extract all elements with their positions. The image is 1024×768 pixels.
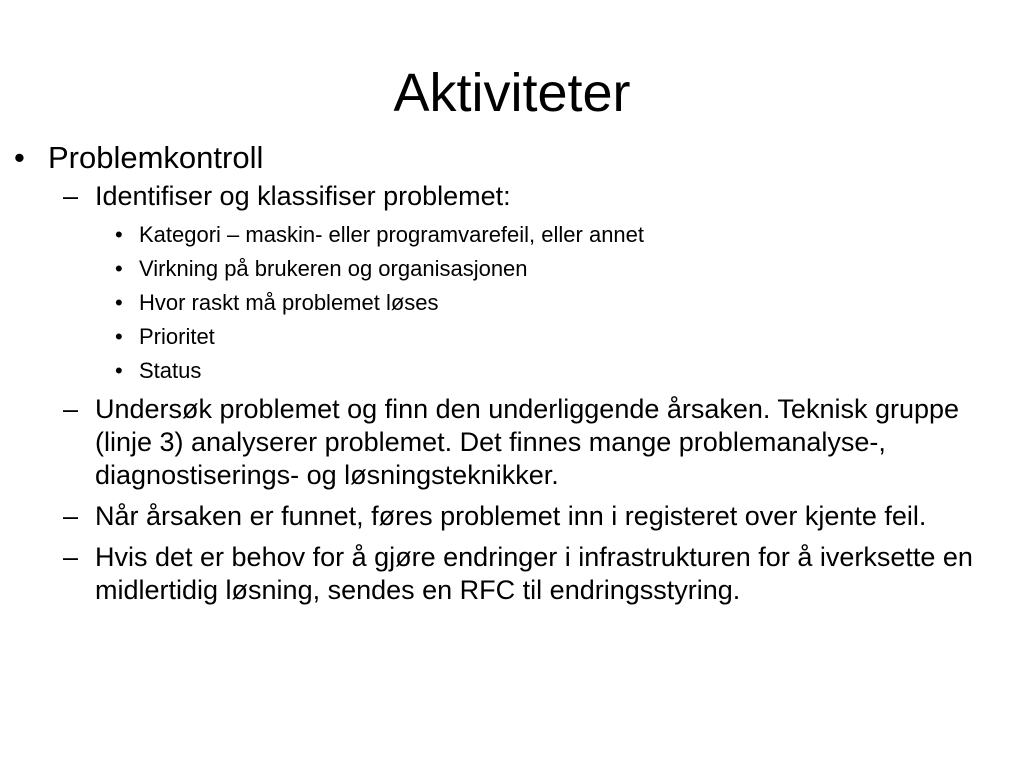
bullet-dot-icon: • bbox=[115, 290, 123, 315]
bullet-text: Virkning på brukeren og organisasjonen bbox=[139, 256, 528, 281]
slide-content bbox=[0, 140, 1024, 607]
bullet-text: Kategori – maskin- eller programvarefeil, eller annet bbox=[139, 222, 645, 247]
bullet-level1 bbox=[14, 140, 1008, 176]
bullet-text: Undersøk problemet og finn den underliggende årsaken. Teknisk gruppe (linje 3) analyserer problemet. Det finnes mange problemanalyse-, diagnostiserings- og løsningsteknikker. bbox=[95, 394, 960, 490]
bullet-dash-icon: – bbox=[63, 501, 79, 531]
bullet-dot-icon: • bbox=[115, 222, 123, 247]
bullet-level3 bbox=[115, 255, 999, 283]
bullet-level2 bbox=[63, 180, 1010, 213]
bullet-dash-icon: – bbox=[63, 542, 79, 572]
bullet-level2 bbox=[63, 541, 1010, 607]
bullet-dot-icon: • bbox=[14, 140, 25, 175]
bullet-text: Status bbox=[139, 358, 202, 383]
bullet-level3 bbox=[115, 357, 999, 385]
bullet-level2 bbox=[63, 500, 1010, 533]
bullet-text: Hvor raskt må problemet løses bbox=[139, 290, 439, 315]
bullet-level3 bbox=[115, 323, 999, 351]
bullet-text: Når årsaken er funnet, føres problemet inn i registeret over kjente feil. bbox=[95, 501, 927, 531]
bullet-level3 bbox=[115, 221, 999, 249]
bullet-text: Problemkontroll bbox=[48, 140, 264, 175]
bullet-text: Prioritet bbox=[139, 324, 215, 349]
bullet-level2 bbox=[63, 393, 1010, 492]
bullet-dot-icon: • bbox=[115, 256, 123, 281]
bullet-dash-icon: – bbox=[63, 181, 79, 211]
bullet-text: Identifiser og klassifiser problemet: bbox=[95, 181, 511, 211]
bullet-dash-icon: – bbox=[63, 394, 79, 424]
bullet-level3 bbox=[115, 289, 999, 317]
bullet-dot-icon: • bbox=[115, 324, 123, 349]
bullet-text: Hvis det er behov for å gjøre endringer i infrastrukturen for å iverksette en midlertidig løsning, sendes en RFC til endringsstyring. bbox=[95, 542, 973, 605]
bullet-dot-icon: • bbox=[115, 358, 123, 383]
slide-title: Aktiviteter bbox=[393, 63, 631, 123]
